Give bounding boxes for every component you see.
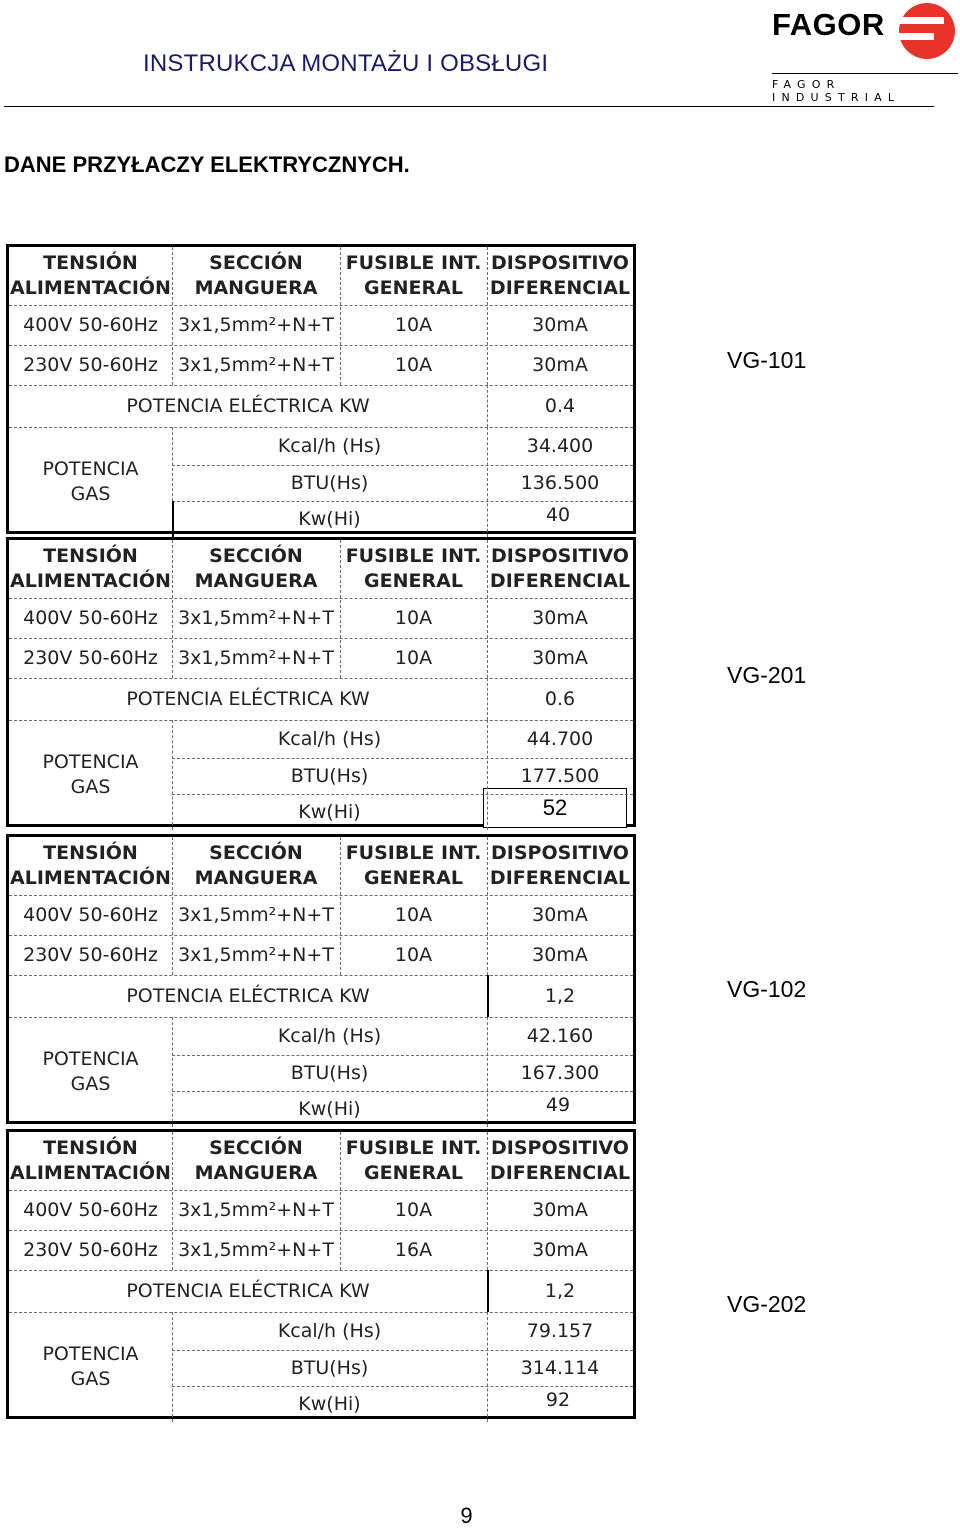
row-divider [172, 1386, 633, 1387]
column-divider [172, 540, 173, 678]
header-fusible-line: GENERAL [364, 1162, 463, 1184]
row-divider [172, 1055, 633, 1056]
column-divider [487, 427, 488, 537]
row-divider [9, 385, 633, 386]
value-potencia-electrica: 0.4 [544, 394, 576, 417]
cell-seccion: 3x1,5mm²+N+T [178, 1198, 334, 1221]
row-divider [172, 794, 633, 795]
header-seccion-line: MANGUERA [194, 867, 318, 889]
page-number: 9 [460, 1503, 473, 1528]
cell-tension: 230V 50-60Hz [23, 353, 158, 376]
header-dispositivo-line: DIFERENCIAL [489, 867, 631, 889]
cell-diferencial: 30mA [532, 646, 588, 669]
header-dispositivo [487, 247, 633, 305]
row-divider [9, 678, 633, 679]
cell-seccion: 3x1,5mm²+N+T [178, 606, 334, 629]
label-kcal: Kcal/h (Hs) [277, 434, 382, 457]
row-divider [9, 1230, 633, 1231]
label-potencia-gas [9, 1017, 172, 1127]
cell-tension: 230V 50-60Hz [23, 646, 158, 669]
header-seccion-line: SECCIÓN [209, 1137, 303, 1160]
label-kcal: Kcal/h (Hs) [277, 1024, 382, 1047]
column-divider [172, 1132, 173, 1270]
column-divider [487, 1132, 488, 1270]
header-seccion-line: MANGUERA [194, 277, 318, 299]
column-divider [172, 1312, 173, 1422]
column-divider [340, 837, 341, 975]
label-potencia-gas-line: GAS [70, 1073, 111, 1095]
row-divider [172, 501, 633, 502]
cell-tension: 230V 50-60Hz [23, 1238, 158, 1261]
electrical-table [6, 1129, 636, 1419]
cell-tension: 400V 50-60Hz [23, 313, 158, 336]
header-seccion-line: SECCIÓN [209, 842, 303, 865]
value-potencia-electrica: 0.6 [544, 687, 576, 710]
row-divider [9, 598, 633, 599]
electrical-table [6, 834, 636, 1124]
header-divider [4, 106, 934, 107]
value-btu: 314.114 [520, 1356, 600, 1379]
column-divider [487, 247, 488, 385]
column-divider [172, 720, 173, 830]
column-divider [487, 678, 488, 720]
row-divider [9, 720, 633, 721]
header-fusible-line: FUSIBLE INT. [345, 1137, 482, 1160]
value-btu: 136.500 [520, 471, 600, 494]
header-tension [9, 540, 172, 598]
row-divider [9, 935, 633, 936]
header-seccion-line: SECCIÓN [209, 252, 303, 275]
cell-diferencial: 30mA [532, 943, 588, 966]
header-dispositivo-line: DISPOSITIVO [491, 842, 629, 865]
header-tension-line: ALIMENTACIÓN [10, 570, 171, 592]
cell-fusible: 10A [394, 353, 433, 376]
label-potencia-gas-line: POTENCIA [42, 458, 139, 481]
cell-diferencial: 30mA [532, 353, 588, 376]
logo-divider [772, 73, 958, 74]
header-dispositivo-line: DISPOSITIVO [491, 1137, 629, 1160]
cell-fusible: 10A [394, 943, 433, 966]
column-divider [487, 385, 488, 427]
row-divider [9, 1190, 633, 1191]
header-fusible-line: GENERAL [364, 277, 463, 299]
header-seccion [172, 247, 340, 305]
row-divider [172, 1091, 633, 1092]
label-btu: BTU(Hs) [290, 471, 369, 494]
header-tension [9, 1132, 172, 1190]
label-potencia-electrica: POTENCIA ELÉCTRICA KW [126, 1279, 370, 1302]
row-divider [9, 895, 633, 896]
brand-name: FAGOR [772, 7, 885, 42]
fagor-logo-icon [896, 0, 958, 62]
value-potencia-electrica: 1,2 [544, 984, 576, 1007]
header-dispositivo-line: DIFERENCIAL [489, 1162, 631, 1184]
column-divider [487, 720, 488, 830]
header-tension-line: TENSIÓN [43, 545, 138, 568]
row-divider [9, 975, 633, 976]
header-seccion-line: MANGUERA [194, 570, 318, 592]
row-divider [9, 1270, 633, 1271]
header-fusible [340, 1132, 487, 1190]
header-fusible-line: GENERAL [364, 570, 463, 592]
cell-fusible: 10A [394, 606, 433, 629]
header-tension-line: ALIMENTACIÓN [10, 867, 171, 889]
cell-seccion: 3x1,5mm²+N+T [178, 646, 334, 669]
cell-fusible: 10A [394, 1198, 433, 1221]
label-potencia-electrica: POTENCIA ELÉCTRICA KW [126, 687, 370, 710]
header-fusible-line: FUSIBLE INT. [345, 842, 482, 865]
label-potencia-gas-line: POTENCIA [42, 751, 139, 774]
column-divider [487, 975, 489, 1017]
header-tension-line: TENSIÓN [43, 842, 138, 865]
header-fusible [340, 837, 487, 895]
cell-seccion: 3x1,5mm²+N+T [178, 313, 334, 336]
row-divider [9, 305, 633, 306]
header-fusible [340, 540, 487, 598]
header-tension [9, 247, 172, 305]
label-potencia-gas-line: POTENCIA [42, 1343, 139, 1366]
label-potencia-gas-line: GAS [70, 483, 111, 505]
column-divider [172, 247, 173, 385]
label-kw: Kw(Hi) [298, 800, 361, 823]
value-kcal: 34.400 [526, 434, 594, 457]
label-btu: BTU(Hs) [290, 1356, 369, 1379]
row-divider [9, 345, 633, 346]
header-dispositivo [487, 837, 633, 895]
label-potencia-gas [9, 720, 172, 830]
cell-fusible: 16A [394, 1238, 433, 1261]
header-tension-line: ALIMENTACIÓN [10, 277, 171, 299]
cell-diferencial: 30mA [532, 903, 588, 926]
label-potencia-gas-line: GAS [70, 1368, 111, 1390]
header-tension-line: TENSIÓN [43, 252, 138, 275]
value-kw: 40 [545, 503, 571, 526]
row-divider [172, 1350, 633, 1351]
value-kw: 52 [483, 788, 627, 828]
brand-subtitle: FAGOR INDUSTRIAL [772, 78, 901, 104]
header-tension-line: ALIMENTACIÓN [10, 1162, 171, 1184]
label-btu: BTU(Hs) [290, 764, 369, 787]
section-title: DANE PRZYŁACZY ELEKTRYCZNYCH. [4, 152, 410, 177]
cell-diferencial: 30mA [532, 1238, 588, 1261]
header-dispositivo [487, 540, 633, 598]
label-kw: Kw(Hi) [298, 1392, 361, 1415]
column-divider [487, 837, 488, 975]
cell-tension: 400V 50-60Hz [23, 1198, 158, 1221]
label-btu: BTU(Hs) [290, 1061, 369, 1084]
column-divider [487, 540, 488, 678]
row-divider [9, 427, 633, 428]
label-kcal: Kcal/h (Hs) [277, 1319, 382, 1342]
header-tension [9, 837, 172, 895]
electrical-table [6, 244, 636, 534]
header-dispositivo-line: DIFERENCIAL [489, 570, 631, 592]
cell-tension: 400V 50-60Hz [23, 903, 158, 926]
label-potencia-gas-line: GAS [70, 776, 111, 798]
value-btu: 177.500 [520, 764, 600, 787]
label-potencia-electrica: POTENCIA ELÉCTRICA KW [126, 394, 370, 417]
document-title: INSTRUKCJA MONTAŻU I OBSŁUGI [143, 50, 549, 77]
label-potencia-gas [9, 1312, 172, 1422]
header-dispositivo-line: DIFERENCIAL [489, 277, 631, 299]
cell-seccion: 3x1,5mm²+N+T [178, 943, 334, 966]
cell-tension: 230V 50-60Hz [23, 943, 158, 966]
model-label: VG-202 [727, 1291, 807, 1317]
row-divider [9, 638, 633, 639]
value-kw: 92 [545, 1388, 571, 1411]
column-divider [172, 837, 173, 975]
row-divider [172, 758, 633, 759]
header-fusible-line: FUSIBLE INT. [345, 545, 482, 568]
cell-tension: 400V 50-60Hz [23, 606, 158, 629]
column-divider [340, 247, 341, 385]
value-btu: 167.300 [520, 1061, 600, 1084]
cell-seccion: 3x1,5mm²+N+T [178, 903, 334, 926]
row-divider [172, 465, 633, 466]
value-kcal: 42.160 [526, 1024, 594, 1047]
row-divider [9, 1017, 633, 1018]
label-potencia-gas [9, 427, 172, 537]
label-potencia-gas-line: POTENCIA [42, 1048, 139, 1071]
fagor-logo [768, 0, 958, 104]
cell-fusible: 10A [394, 903, 433, 926]
header-seccion-line: SECCIÓN [209, 545, 303, 568]
column-divider [487, 1017, 488, 1127]
header-fusible-line: GENERAL [364, 867, 463, 889]
column-divider [172, 1017, 173, 1127]
electrical-table [6, 537, 636, 827]
cell-diferencial: 30mA [532, 313, 588, 336]
label-kcal: Kcal/h (Hs) [277, 727, 382, 750]
cell-diferencial: 30mA [532, 606, 588, 629]
header-seccion [172, 1132, 340, 1190]
cell-seccion: 3x1,5mm²+N+T [178, 1238, 334, 1261]
header-fusible-line: FUSIBLE INT. [345, 252, 482, 275]
model-label: VG-101 [727, 347, 807, 373]
header-seccion [172, 837, 340, 895]
cell-fusible: 10A [394, 646, 433, 669]
label-kw: Kw(Hi) [298, 507, 361, 530]
header-seccion-line: MANGUERA [194, 1162, 318, 1184]
model-label: VG-102 [727, 976, 807, 1002]
model-label: VG-201 [727, 662, 807, 688]
label-potencia-electrica: POTENCIA ELÉCTRICA KW [126, 984, 370, 1007]
cell-seccion: 3x1,5mm²+N+T [178, 353, 334, 376]
value-potencia-electrica: 1,2 [544, 1279, 576, 1302]
column-divider [340, 540, 341, 678]
column-divider [487, 1270, 489, 1312]
header-dispositivo-line: DISPOSITIVO [491, 545, 629, 568]
label-kw: Kw(Hi) [298, 1097, 361, 1120]
header-seccion [172, 540, 340, 598]
value-kcal: 79.157 [526, 1319, 594, 1342]
header-tension-line: TENSIÓN [43, 1137, 138, 1160]
row-divider [9, 1312, 633, 1313]
column-divider [340, 1132, 341, 1270]
value-kw: 49 [545, 1093, 571, 1116]
cell-fusible: 10A [394, 313, 433, 336]
value-kcal: 44.700 [526, 727, 594, 750]
column-divider [172, 501, 174, 537]
column-divider [487, 1312, 488, 1422]
header-dispositivo [487, 1132, 633, 1190]
cell-diferencial: 30mA [532, 1198, 588, 1221]
header-fusible [340, 247, 487, 305]
header-dispositivo-line: DISPOSITIVO [491, 252, 629, 275]
